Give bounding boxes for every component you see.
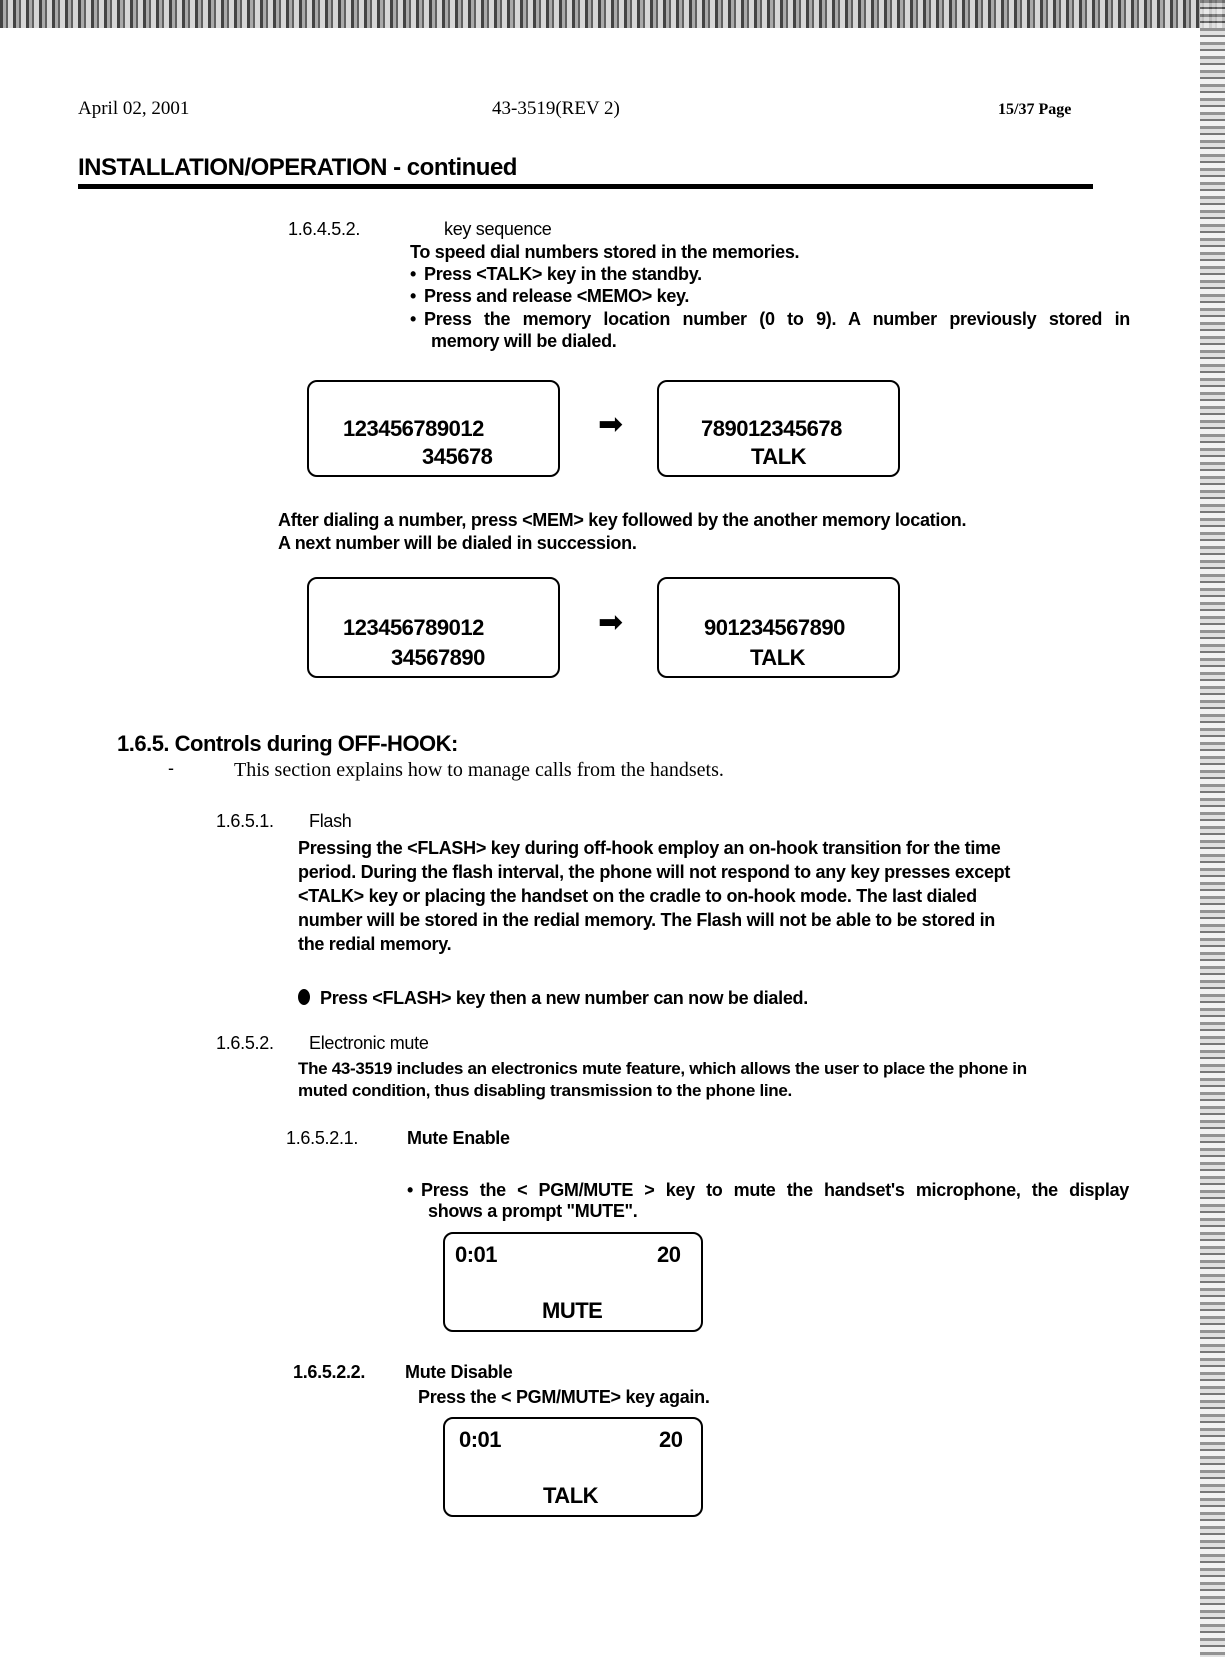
lcd-display-mute: 0:01 20 MUTE <box>443 1232 703 1332</box>
s16452-bullet-1: • Press <TALK> key in the standby. <box>410 264 702 284</box>
after-text-1: After dialing a number, press <MEM> key followed by the another memory location. <box>278 510 967 530</box>
s165521-number: 1.6.5.2.1. <box>286 1128 359 1148</box>
lcd-display-talk: 0:01 20 TALK <box>443 1417 703 1517</box>
header-doc-number: 43-3519(REV 2) <box>492 98 620 119</box>
header-date: April 02, 2001 <box>78 98 190 119</box>
lcd-display-1-after: 789012345678 TALK <box>657 380 900 477</box>
s16551-number: 1.6.5.1. <box>216 811 274 831</box>
arrow-right-icon: ➡ <box>598 408 624 441</box>
s165522-line: Press the < PGM/MUTE> key again. <box>418 1387 710 1407</box>
s165521-line-1: • Press the < PGM/MUTE > key to mute the handset's microphone, the display <box>407 1180 1129 1200</box>
s16552-number: 1.6.5.2. <box>216 1033 274 1053</box>
s165521-line-2: shows a prompt "MUTE". <box>428 1201 638 1221</box>
s16452-bullet-3: • Press the memory location number (0 to 9). A number previously stored in <box>410 309 1130 329</box>
s16452-number: 1.6.4.5.2. <box>288 219 361 239</box>
s165521-title: Mute Enable <box>407 1128 510 1148</box>
s1655-dash: - <box>168 758 174 778</box>
after-text-2: A next number will be dialed in succession. <box>278 533 637 553</box>
scan-noise-right <box>1200 0 1225 1657</box>
section-title: INSTALLATION/OPERATION - continued <box>78 154 517 181</box>
s16552-para: The 43-3519 includes an electronics mute feature, which allows the user to place the phone in muted condition, thus disabling transmission to the phone line. <box>298 1059 1027 1100</box>
s1655-intro: This section explains how to manage calls from the handsets. <box>234 759 724 781</box>
s1655-title: 1.6.5. Controls during OFF-HOOK: <box>117 731 458 756</box>
s16452-bullet-3-cont: memory will be dialed. <box>431 331 617 351</box>
s165522-title: Mute Disable <box>405 1362 513 1382</box>
arrow-right-icon: ➡ <box>598 606 624 639</box>
s16551-para: Pressing the <FLASH> key during off-hook employ an on-hook transition for the time period. During the flash interval, the phone will not respond to any key presses except <TALK> key or placing the handset on the cradle to on-hook mode. The last dialed number will be stored in the redial memory. The Flash will not be able to be stored in the redial memory. <box>298 838 1011 954</box>
s165522-number: 1.6.5.2.2. <box>293 1362 366 1382</box>
s16552-title: Electronic mute <box>309 1033 429 1053</box>
s16452-title: key sequence <box>444 219 552 239</box>
lcd-display-2-after: 901234567890 TALK <box>657 577 900 678</box>
lcd-display-2-before: 123456789012 34567890 <box>307 577 560 678</box>
s16551-note: Press <FLASH> key then a new number can now be dialed. <box>298 987 808 1009</box>
scan-noise-top <box>0 0 1225 28</box>
lcd-display-1-before: 123456789012 345678 <box>307 380 560 477</box>
title-rule <box>78 184 1093 189</box>
s16452-intro: To speed dial numbers stored in the memories. <box>410 242 800 262</box>
bullet-dot-icon <box>298 989 310 1005</box>
s16551-title: Flash <box>309 811 352 831</box>
header-page: 15/37 Page <box>998 101 1072 118</box>
s16452-bullet-2: • Press and release <MEMO> key. <box>410 286 690 306</box>
